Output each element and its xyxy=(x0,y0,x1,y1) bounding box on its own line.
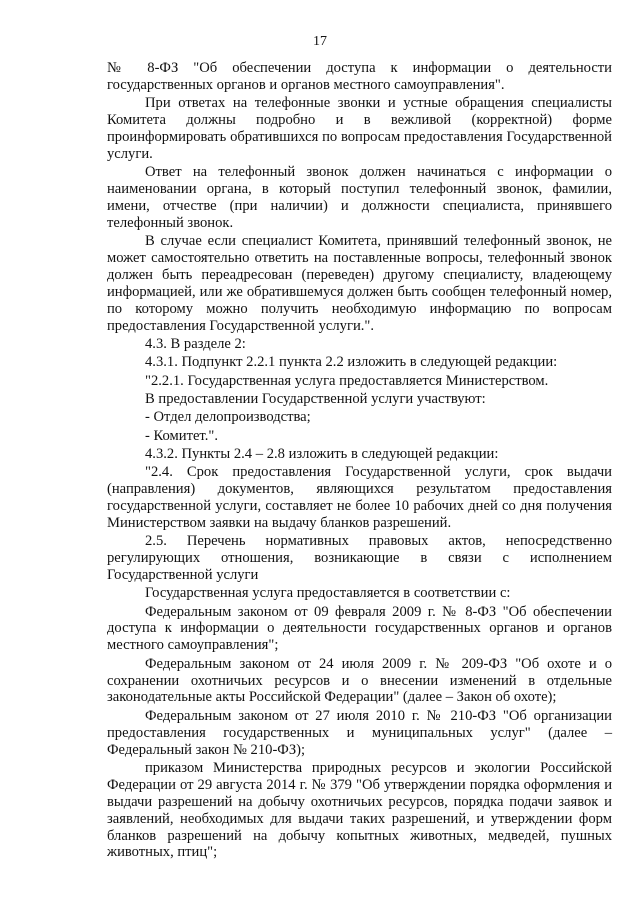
paragraph-section-4-3-2: 4.3.2. Пункты 2.4 – 2.8 изложить в следующей редакции: xyxy=(145,445,499,462)
paragraph-phone-answers: При ответах на телефонные звонки и устные обращения специалисты Комитета должны подробно и в вежливой (корректной) форме проинформировать обратившихся по вопросам предоставления Государственной услуги. xyxy=(107,95,612,162)
paragraph-order-379: приказом Министерства природных ресурсов и экологии Российской Федерации от 29 августа 2014 г. № 379 "Об утверждении порядка оформления и выдачи разрешений на добычу охотничьих ресурсов, порядка подачи заявок и заявлений, необходимых для выдачи таких разрешений, и утверждении форм бланков разрешений на добычу копытных животных, медведей, пушных животных, птиц"; xyxy=(107,759,612,861)
paragraph-law-8-fz: Федеральным законом от 09 февраля 2009 г. № 8-ФЗ "Об обеспечении доступа к информации о деятельности государственных органов и органов местного самоуправления"; xyxy=(107,603,612,654)
list-item-committee: - Комитет.". xyxy=(145,427,218,444)
paragraph-service-basis: Государственная услуга предоставляется в соответствии с: xyxy=(145,585,511,602)
paragraph-law-209-fz: Федеральным законом от 24 июля 2009 г. № 209-ФЗ "Об охоте и о сохранении охотничьих ресурсов и о внесении изменений в отдельные законодательные акты Российской Федерации" (далее – Закон об охоте); xyxy=(107,655,612,706)
document-body xyxy=(107,60,612,863)
paragraph-item-2-2-1: "2.2.1. Государственная услуга предоставляется Министерством. xyxy=(145,372,549,389)
paragraph-call-opening: Ответ на телефонный звонок должен начинаться с информации о наименовании органа, в который поступил телефонный звонок, фамилии, имени, отчестве (при наличии) и должности специалиста, принявшего телефонный звонок. xyxy=(107,164,612,231)
paragraph-item-2-4: "2.4. Срок предоставления Государственной услуги, срок выдачи (направления) документов, являющихся результатом предоставления государственной услуги, составляет не более 10 рабочих дней со дня получения Министерством заявки на выдачу бланков разрешений. xyxy=(107,464,612,531)
paragraph-item-2-5: 2.5. Перечень нормативных правовых актов, непосредственно регулирующих отношения, возникающие в связи с исполнением Государственной услуги xyxy=(107,533,612,583)
list-item-records-department: - Отдел делопроизводства; xyxy=(145,409,311,426)
paragraph-law-reference-continuation: № 8-ФЗ "Об обеспечении доступа к информации о деятельности государственных органов и органов местного самоуправления". xyxy=(107,60,612,93)
paragraph-section-4-3: 4.3. В разделе 2: xyxy=(145,336,246,353)
page-number: 17 xyxy=(313,34,327,49)
paragraph-law-210-fz: Федеральным законом от 27 июля 2010 г. № 210-ФЗ "Об организации предоставления государственных и муниципальных услуг" (далее – Федеральный закон № 210-ФЗ); xyxy=(107,707,612,758)
paragraph-section-4-3-1: 4.3.1. Подпункт 2.2.1 пункта 2.2 изложить в следующей редакции: xyxy=(145,354,558,371)
paragraph-participants: В предоставлении Государственной услуги участвуют: xyxy=(145,390,486,407)
paragraph-call-redirect: В случае если специалист Комитета, принявший телефонный звонок, не может самостоятельно ответить на поставленные вопросы, телефонный звонок должен быть переадресован (переведен) другому специалисту, владеющему информацией, или же обратившемуся должен быть сообщен телефонный номер, по которому можно получить необходимую информацию по вопросам предоставления Государственной услуги.". xyxy=(107,233,612,334)
